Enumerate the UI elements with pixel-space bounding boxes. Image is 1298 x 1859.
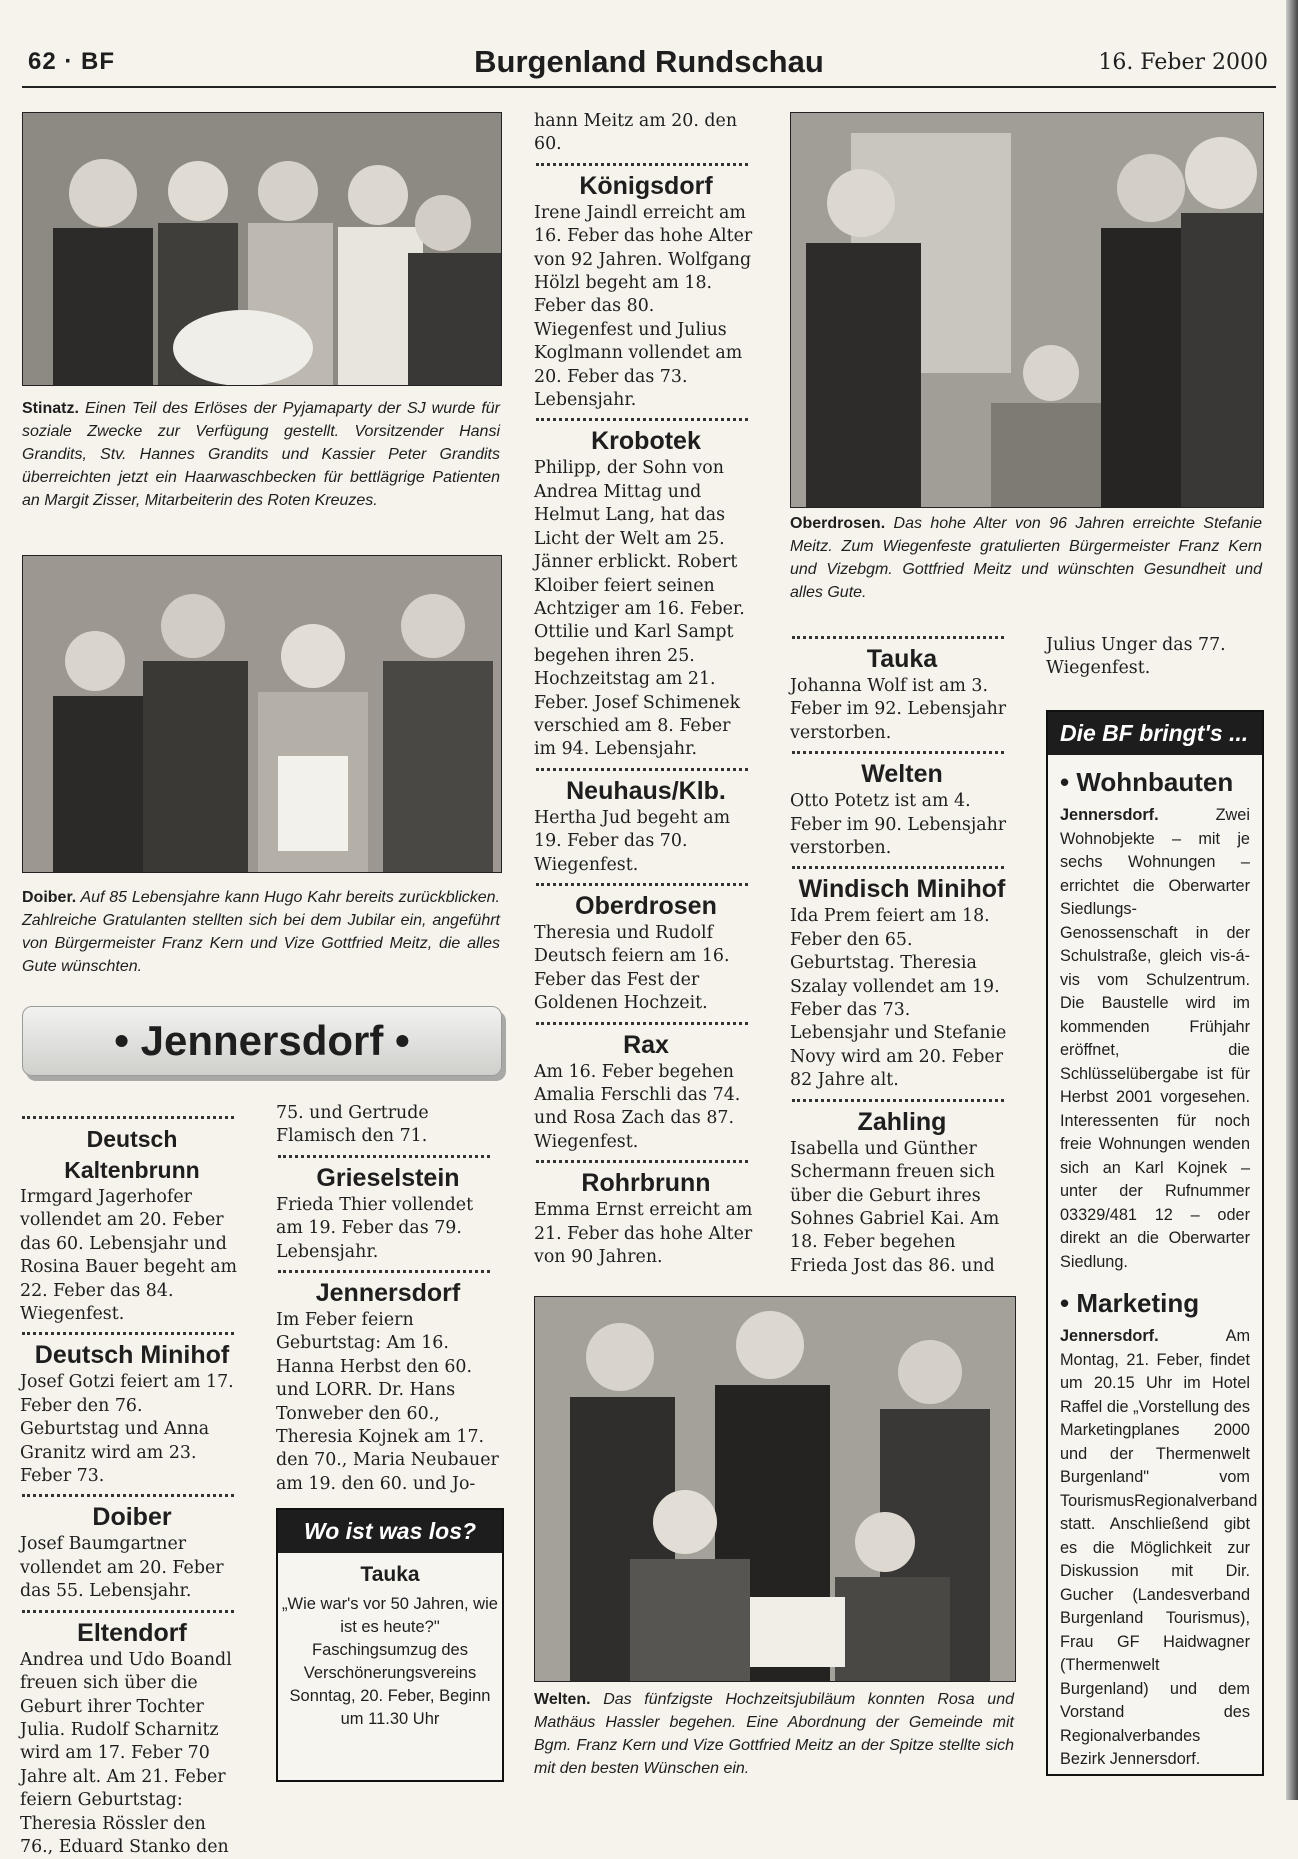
- dotted-separator: [22, 1610, 234, 1613]
- header-rule: [22, 86, 1276, 88]
- column-e: [1046, 634, 1260, 681]
- notice-text-continued: 75. und Gertrude Flamisch den 71.: [276, 1103, 429, 1147]
- bf-bringts-box: [1046, 710, 1264, 1776]
- photo-oberdrosen-caption: [790, 512, 1262, 604]
- town-heading: Deutsch Kaltenbrunn: [64, 1126, 200, 1183]
- column-a: [20, 1110, 244, 1859]
- page-edge: [1286, 0, 1298, 1800]
- dotted-separator: [22, 1332, 234, 1335]
- town-heading: Oberdrosen: [575, 891, 717, 920]
- town-heading: Königsdorf: [579, 171, 713, 200]
- town-heading: Neuhaus/Klb.: [566, 776, 726, 805]
- bf-item-body: Zwei Wohnobjekte – mit je sechs Wohnungen – errichtet die Oberwarter Siedlungs-Genossenschaft in der Schulstraße, gleich vis-á-vis vom Schulzentrum. Die Baustelle wird im kommenden Frühjahr eröffnet, die Schlüsselübergabe ist für Herbst 2001 vorgesehen. Interessenten für noch freie Wohnungen wenden sich an Karl Kojnek – unter der Rufnummer 03329/481 12 – oder direkt an die Oberwarter Siedlung.: [1060, 806, 1250, 1271]
- bf-item-text: [1060, 1325, 1258, 1772]
- photo-doiber: [22, 555, 502, 873]
- notice-text-continued: hann Meitz am 20. den 60.: [534, 111, 738, 155]
- events-box-place: Tauka: [360, 1563, 420, 1586]
- column-b: [276, 1102, 500, 1496]
- bf-item-heading: • Marketing: [1060, 1288, 1200, 1318]
- dotted-separator: [536, 163, 748, 166]
- dotted-separator: [22, 1494, 234, 1497]
- bf-item-heading: • Wohnbauten: [1060, 767, 1234, 797]
- bf-item-place: Jennersdorf.: [1060, 806, 1159, 824]
- caption-place: Welten.: [534, 1691, 591, 1708]
- dotted-separator: [792, 866, 1004, 869]
- notice-text: Am 16. Feber begehen Amalia Ferschli das 74. und Rosa Zach das 87. Wiegenfest.: [534, 1061, 741, 1152]
- town-heading: Rax: [623, 1030, 669, 1059]
- dotted-separator: [536, 1160, 748, 1163]
- town-heading: Deutsch Minihof: [34, 1341, 230, 1370]
- caption-text: Einen Teil des Erlöses der Pyjamaparty der SJ wurde für soziale Zwecke zur Verfügung gestellt. Vorsitzender Hansi Grandits, Stv. Hannes Grandits und Kassier Peter Grandits überreichten jetzt ein Haarwaschbecken für bettlägrige Patienten an Margit Zisser, Mitarbeiterin des Roten Kreuzes.: [22, 400, 500, 509]
- notice-text: Emma Ernst erreicht am 21. Feber das hohe Alter von 90 Jahren.: [534, 1200, 753, 1268]
- notice-text: Isabella und Günther Schermann freuen sich über die Geburt ihres Sohnes Gabriel Kai. Am 18. Feber begehen Frieda Jost das 86. und: [790, 1138, 1000, 1276]
- dotted-separator: [792, 751, 1004, 754]
- dotted-separator: [278, 1270, 490, 1273]
- caption-place: Oberdrosen.: [790, 515, 886, 532]
- notice-text: Philipp, der Sohn von Andrea Mittag und Helmut Lang, hat das Licht der Welt am 25. Jänner erblickt. Robert Kloiber feiert seinen Achtziger am 16. Feber. Ottilie und Karl Sampt begehen ihren 25. Hochzeitstag am 21. Feber. Josef Schimenek verschied am 8. Feber im 94. Lebensjahr.: [534, 458, 745, 760]
- notice-text: Irene Jaindl erreicht am 16. Feber das hohe Alter von 92 Jahren. Wolfgang Hölzl begeht am 18. Feber das 80. Wiegenfest und Julius Koglmann vollendet am 20. Feber das 73. Lebensjahr.: [534, 202, 753, 411]
- notice-text: Im Feber feiern Geburtstag: Am 16. Hanna Herbst den 60. und LORR. Dr. Hans Tonweber den 60., Theresia Kojnek am 17. den 70., Maria Neubauer am 19. den 60. und Jo-: [276, 1310, 499, 1494]
- bf-item-place: Jennersdorf.: [1060, 1327, 1159, 1345]
- town-heading: Tauka: [866, 645, 938, 673]
- bf-item-text: [1060, 804, 1250, 1274]
- newspaper-title: Burgenland Rundschau: [474, 44, 824, 79]
- town-heading: Eltendorf: [77, 1618, 187, 1647]
- caption-text: Das fünfzigste Hochzeitsjubiläum konnten Rosa und Mathäus Hassler begehen. Eine Abordnung der Gemeinde mit Bgm. Franz Kern und Vize Gottfried Meitz an der Spitze stellte sich mit den besten Wünschen ein.: [534, 1691, 1014, 1777]
- notice-text: Theresia und Rudolf Deutsch feiern am 16. Feber das Fest der Goldenen Hochzeit.: [534, 922, 730, 1014]
- photo-doiber-caption: [22, 886, 500, 978]
- notice-text: Andrea und Udo Boandl freuen sich über die Geburt ihrer Tochter Julia. Rudolf Scharnitz wird am 17. Feber 70 Jahre alt. Am 21. Feber feiern Geburtstag: Theresia Rössler den 76., Eduard Stanko den: [20, 1649, 232, 1857]
- caption-place: Doiber.: [22, 889, 77, 906]
- notice-text: Ida Prem feiert am 18. Feber den 65. Geburtstag. Theresia Szalay vollendet am 19. Feber das 73. Lebensjahr und Stefanie Novy wird am 20. Feber 82 Jahre alt.: [790, 906, 1007, 1091]
- dotted-separator: [536, 1022, 748, 1025]
- events-box-title: Wo ist was los?: [278, 1510, 502, 1553]
- notice-text: Josef Baumgartner vollendet am 20. Feber das 55. Lebensjahr.: [20, 1534, 224, 1602]
- caption-text: Auf 85 Lebensjahre kann Hugo Kahr bereits zurückblicken. Zahlreiche Gratulanten stellten sich bei dem Jubilar ein, angeführt von Bürgermeister Franz Kern und Vize Gottfried Meitz, die alles Gute wünschten.: [22, 889, 500, 975]
- town-heading: Krobotek: [591, 427, 701, 456]
- caption-place: Stinatz.: [22, 400, 79, 417]
- page-number: 62 · BF: [28, 48, 116, 75]
- events-box: [276, 1508, 504, 1782]
- notice-text: Johanna Wolf ist am 3. Feber im 92. Lebensjahr verstorben.: [790, 676, 1007, 743]
- notice-text: Frieda Thier vollendet am 19. Feber das 79. Lebensjahr.: [276, 1194, 474, 1262]
- notice-text: Josef Gotzi feiert am 17. Feber den 76. Geburtstag und Anna Granitz wird am 23. Feber 73.: [20, 1372, 234, 1487]
- photo-stinatz: [22, 112, 502, 386]
- dotted-separator: [278, 1155, 490, 1158]
- notice-text: Irmgard Jagerhofer vollendet am 20. Feber das 60. Lebensjahr und Rosina Bauer begeht am 22. Feber das 84. Wiegenfest.: [20, 1187, 238, 1325]
- town-heading: Welten: [861, 760, 943, 789]
- section-banner-title: • Jennersdorf •: [114, 1017, 410, 1064]
- notice-text: Hertha Jud begeht am 19. Feber das 70. Wiegenfest.: [534, 807, 731, 875]
- bf-item-body: Am Montag, 21. Feber, findet um 20.15 Uhr im Hotel Raffel die „Vorstellung des Marketingplanes 2000 und der Thermenwelt Burgenland" vom TourismusRegionalverband statt. Anschließend gibt es die Möglichkeit zur Diskussion mit Dir. Gucher (Landesverband Burgenland Tourismus), Frau GF Haidwagner (Thermenwelt Burgenland) und dem Vorstand des Regionalverbandes Bezirk Jennersdorf.: [1060, 1327, 1258, 1768]
- issue-date: 16. Feber 2000: [1098, 50, 1268, 75]
- town-heading: Grieselstein: [316, 1163, 460, 1192]
- section-banner-jennersdorf: [22, 1006, 502, 1076]
- town-heading: Doiber: [92, 1503, 172, 1532]
- dotted-separator: [22, 1116, 234, 1119]
- dotted-separator: [536, 883, 748, 886]
- photo-stinatz-caption: [22, 397, 500, 512]
- town-heading: Windisch Minihof: [798, 875, 1006, 904]
- column-d: [790, 630, 1014, 1278]
- photo-welten-caption: [534, 1688, 1014, 1780]
- town-heading: Rohrbrunn: [581, 1169, 711, 1198]
- dotted-separator: [792, 1099, 1004, 1102]
- photo-welten: [534, 1296, 1016, 1682]
- dotted-separator: [792, 636, 1004, 639]
- town-heading: Zahling: [857, 1107, 947, 1136]
- events-box-text: „Wie war's vor 50 Jahren, wie ist es heute?" Faschingsumzug des Verschönerungsvereins Sonntag, 20. Feber, Beginn um 11.30 Uhr: [282, 1595, 498, 1728]
- dotted-separator: [536, 768, 748, 771]
- bf-box-title: Die BF bringt's ...: [1048, 712, 1262, 755]
- dotted-separator: [536, 418, 748, 421]
- notice-text-continued: Julius Unger das 77. Wiegenfest.: [1046, 635, 1226, 679]
- caption-text: Das hohe Alter von 96 Jahren erreichte Stefanie Meitz. Zum Wiegenfeste gratulierten Bürgermeister Franz Kern und Vizebgm. Gottfried Meitz und wünschten Gesundheit und alles Gute.: [790, 515, 1262, 601]
- notice-text: Otto Potetz ist am 4. Feber im 90. Lebensjahr verstorben.: [790, 791, 1007, 859]
- column-c: [534, 110, 758, 1269]
- photo-oberdrosen: [790, 112, 1264, 508]
- town-heading: Jennersdorf: [315, 1279, 461, 1308]
